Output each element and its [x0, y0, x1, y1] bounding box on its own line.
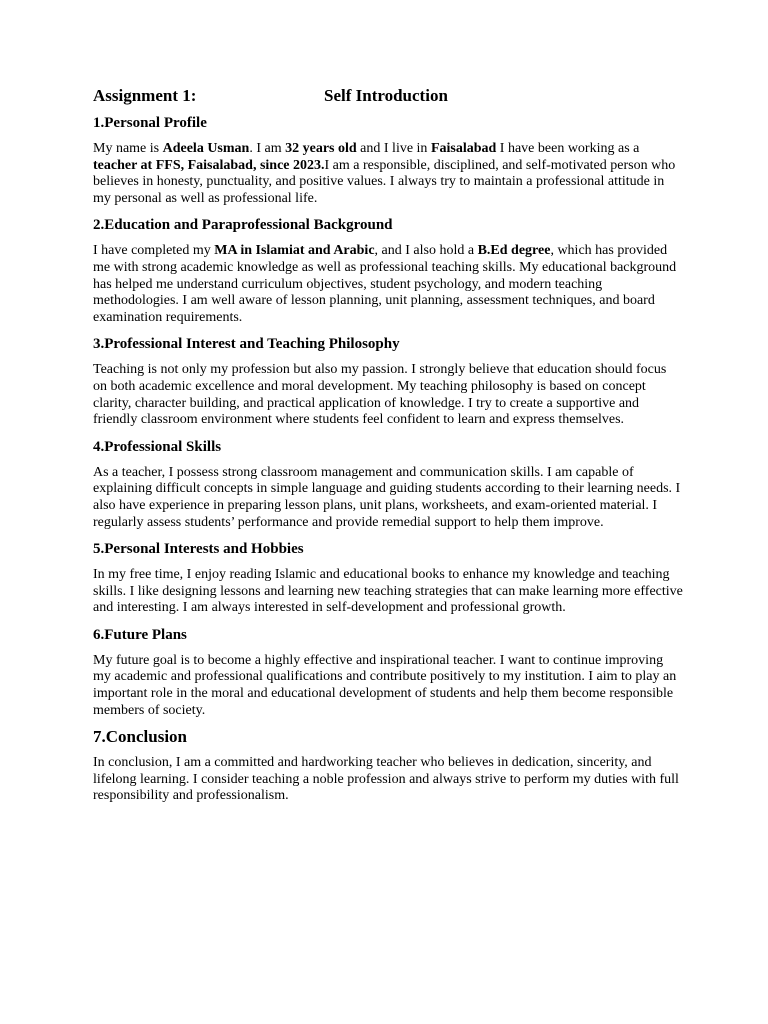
- text-run: I am a responsible, disciplined, and self-motivated person who believes in honesty, punctuality, and positive values. I always try to maintain a professional attitude in my personal as well as professional life.: [93, 157, 676, 206]
- text-run: My name is: [93, 141, 163, 156]
- section-text-personal-profile: [93, 141, 683, 207]
- text-run: I have completed my: [93, 243, 215, 259]
- assignment-label: Assignment 1:: [93, 86, 197, 105]
- section-text-education: [93, 243, 683, 326]
- section-text-hobbies: In my free time, I enjoy reading Islamic and educational books to enhance my knowledge and teaching skills. I like designing lessons and learning new teaching strategies that can make learning more effective and interesting. I am always interested in self-development and professional growth.: [93, 567, 683, 616]
- text-run: . I am: [249, 141, 286, 156]
- section-heading-hobbies: 5.Personal Interests and Hobbies: [93, 541, 304, 558]
- bold-city: Faisalabad: [430, 141, 497, 156]
- section-heading-conclusion: 7.Conclusion: [93, 727, 187, 747]
- bold-age: 32 years old: [285, 141, 357, 156]
- text-run: , and I also hold a: [374, 243, 478, 259]
- bold-position: teacher at FFS, Faisalabad, since 2023.: [93, 157, 325, 173]
- section-heading-philosophy: 3.Professional Interest and Teaching Philosophy: [93, 336, 400, 353]
- text-run: I have been working as a: [496, 141, 640, 156]
- section-heading-future-plans: 6.Future Plans: [93, 626, 187, 643]
- section-text-future-plans: My future goal is to become a highly effective and inspirational teacher. I want to continue improving my academic and professional qualifications and contribute positively to my institution. I aim to play an important role in the moral and educational development of students and help them become responsible members of society.: [93, 652, 677, 718]
- bold-degree-bed: B.Ed degree: [477, 243, 551, 259]
- bold-name: Adeela Usman: [162, 141, 250, 156]
- section-text-skills: As a teacher, I possess strong classroom management and communication skills. I am capable of explaining difficult concepts in simple language and guiding students according to their learning needs. I also have experience in preparing lesson plans, unit plans, worksheets, and exam-oriented material. I regularly assess students’ performance and provide remedial support to help them improve.: [93, 464, 681, 530]
- section-text-conclusion: In conclusion, I am a committed and hardworking teacher who believes in dedication, sincerity, and lifelong learning. I consider teaching a noble profession and always strive to perform my duties with full responsibility and professionalism.: [93, 755, 679, 804]
- section-heading-education: 2.Education and Paraprofessional Background: [93, 217, 393, 234]
- text-run: and I live in: [356, 141, 431, 156]
- section-heading-skills: 4.Professional Skills: [93, 438, 222, 455]
- bold-degree-ma: MA in Islamiat and Arabic: [214, 243, 375, 259]
- text-run: , which has provided me with strong academic knowledge as well as professional teaching skills. My educational background has helped me understand curriculum objectives, student psychology, and modern teaching methodologies. I am well aware of lesson planning, unit planning, assessment techniques, and board examination requirements.: [93, 243, 677, 325]
- section-heading-personal-profile: 1.Personal Profile: [93, 115, 207, 131]
- document-title-row: [93, 86, 683, 106]
- section-text-philosophy: Teaching is not only my profession but also my passion. I strongly believe that education should focus on both academic excellence and moral development. My teaching philosophy is based on concept clarity, character building, and practical application of knowledge. I try to create a supportive and friendly classroom environment where students feel confident to learn and express themselves.: [93, 362, 667, 428]
- document-body: [93, 86, 683, 814]
- document-title: Self Introduction: [324, 86, 448, 105]
